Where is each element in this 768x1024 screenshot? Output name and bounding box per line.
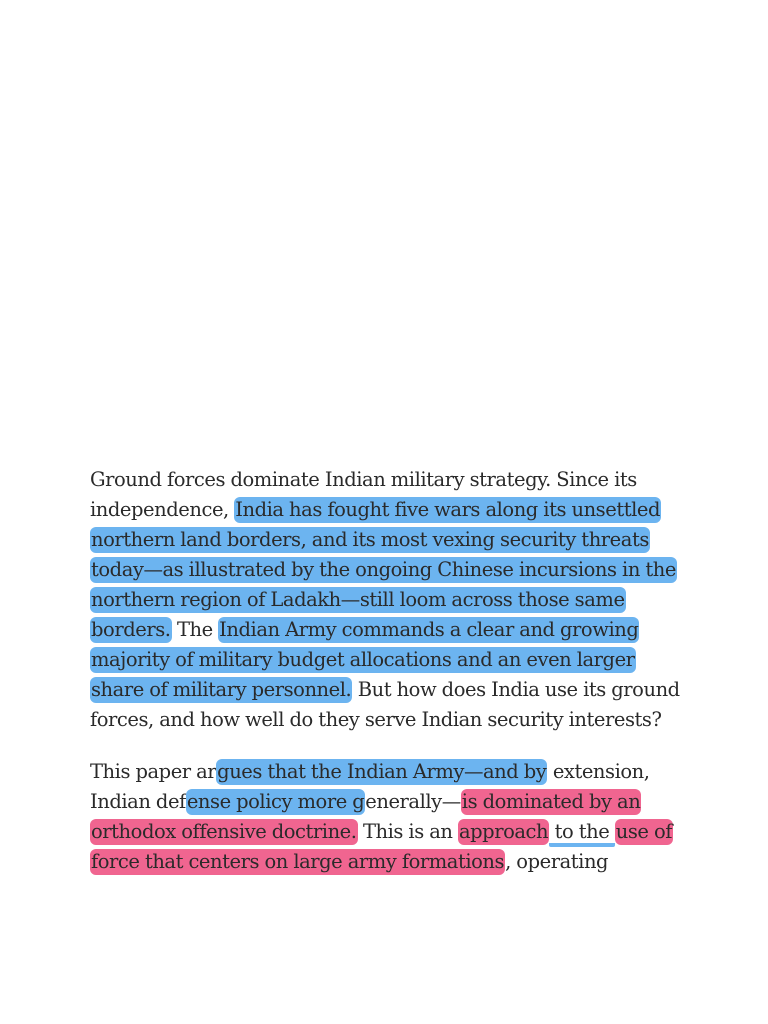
text-segment: But how does India use its ground forces, and how well do they serve Indian security interests? bbox=[90, 678, 680, 731]
text-segment: Ground forces dominate Indian military strategy. Since its independence, bbox=[90, 468, 637, 521]
highlight-blue[interactable]: Indian Army commands a clear and growing majority of military budget allocations and an even larger share of military personnel. bbox=[91, 618, 639, 701]
paragraph-1 bbox=[90, 465, 680, 735]
highlight-blue[interactable]: ense policy more g bbox=[186, 790, 365, 813]
text-segment: extension, Indian def bbox=[90, 760, 650, 813]
text-segment: , operating bbox=[505, 850, 609, 873]
text-segment: enerally— bbox=[365, 790, 461, 813]
highlight-blue[interactable]: gues that the Indian Army—and by bbox=[217, 760, 547, 783]
text-segment: The bbox=[171, 618, 219, 641]
text-segment: This paper ar bbox=[90, 760, 217, 783]
highlight-pink[interactable]: is dominated by an orthodox offensive doctrine. bbox=[91, 790, 641, 843]
article-body bbox=[90, 465, 680, 899]
highlight-pink[interactable]: use of force that centers on large army formations bbox=[91, 820, 673, 873]
highlight-pink[interactable]: approach bbox=[458, 820, 549, 843]
underline-blue[interactable]: to the bbox=[549, 820, 615, 847]
paragraph-2 bbox=[90, 757, 680, 877]
text-segment: This is an bbox=[357, 820, 458, 843]
highlight-blue[interactable]: India has fought five wars along its unsettled northern land borders, and its most vexing security threats today—as illustrated by the ongoing Chinese incursions in the northern region of Ladakh—still loom across those same borders. bbox=[91, 498, 676, 641]
